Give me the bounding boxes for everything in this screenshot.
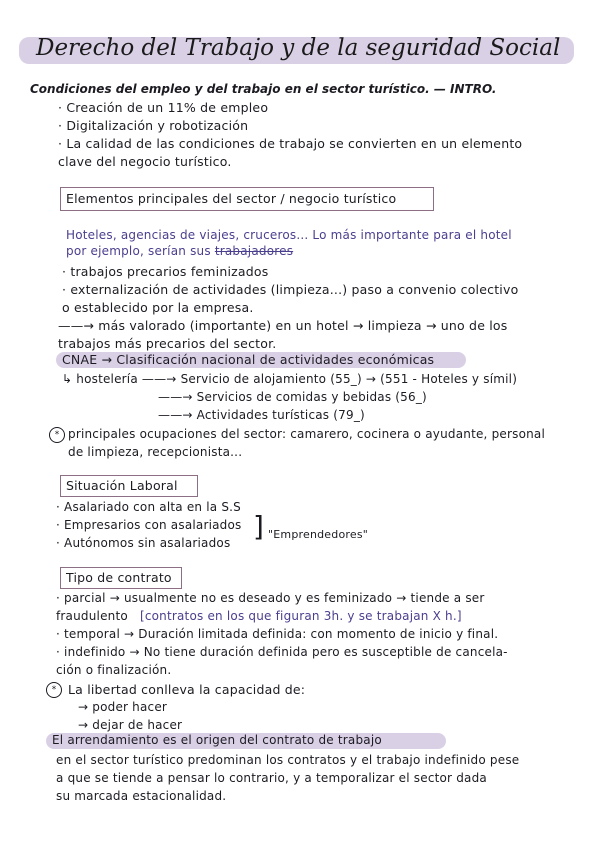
work-line: · trabajos precarios feminizados [62, 264, 269, 279]
work-line: o establecido por la empresa. [62, 300, 254, 315]
closing-line: su marcada estacionalidad. [56, 789, 227, 803]
cnae-line: ——→ Actividades turísticas (79_) [158, 408, 365, 422]
contrato-bracket-note: [contratos en los que figuran 3h. y se trabajan X h.] [139, 609, 462, 623]
intro-bullet: clave del negocio turístico. [58, 154, 232, 169]
cnae-acronym: CNAE [62, 352, 98, 367]
cnae-label [62, 352, 434, 367]
work-line: · externalización de actividades (limpieza...) paso a convenio colectivo [62, 282, 519, 297]
purple-note-line: Hoteles, agencias de viajes, cruceros... Lo más importante para el hotel [66, 228, 512, 242]
libertad-sub: → poder hacer [78, 700, 168, 714]
occupations-line: principales ocupaciones del sector: camarero, cocinera o ayudante, personal [68, 427, 546, 441]
brace-icon: ] [253, 510, 264, 543]
work-line: trabajos más precarios del sector. [58, 336, 277, 351]
contrato-line: · temporal → Duración limitada definida: con momento de inicio y final. [56, 627, 499, 641]
purple-note-line [66, 244, 293, 259]
laboral-line: · Empresarios con asalariados [56, 518, 242, 532]
contrato-line [56, 609, 462, 624]
cnae-line: ↳ hostelería ——→ Servicio de alojamiento (55_) → (551 - Hoteles y símil) [62, 372, 518, 386]
contrato-line: · parcial → usualmente no es deseado y es feminizado → tiende a ser [56, 591, 485, 605]
emprendedores-label: "Emprendedores" [268, 528, 369, 541]
section-title-contrato: Tipo de contrato [66, 570, 172, 585]
asterisk-circle-icon: * [49, 427, 65, 443]
laboral-line: · Autónomos sin asalariados [56, 536, 231, 550]
laboral-line: · Asalariado con alta en la S.S [56, 500, 241, 514]
cnae-line: ——→ Servicios de comidas y bebidas (56_) [158, 390, 427, 404]
struck-word: trabajadores [214, 244, 294, 258]
libertad-sub: → dejar de hacer [78, 718, 183, 732]
intro-heading: Condiciones del empleo y del trabajo en el sector turístico. — INTRO. [30, 82, 497, 96]
section-title-elementos: Elementos principales del sector / negocio turístico [66, 191, 397, 206]
libertad-line: La libertad conlleva la capacidad de: [68, 682, 306, 697]
intro-bullet: · La calidad de las condiciones de trabajo se convierten en un elemento [58, 136, 523, 151]
contrato-line: · indefinido → No tiene duración definida pero es susceptible de cancela- [56, 645, 508, 659]
arrendamiento-line: El arrendamiento es el origen del contrato de trabajo [52, 733, 382, 747]
intro-bullet: · Digitalización y robotización [58, 118, 249, 133]
intro-bullet: · Creación de un 11% de empleo [58, 100, 269, 115]
contrato-line: ción o finalización. [56, 663, 172, 677]
section-title-situacion: Situación Laboral [66, 478, 178, 493]
closing-line: en el sector turístico predominan los contratos y el trabajo indefinido pese [56, 753, 520, 767]
work-line: ——→ más valorado (importante) en un hotel → limpieza → uno de los [58, 318, 508, 333]
occupations-line: de limpieza, recepcionista... [68, 445, 243, 459]
page-title: Derecho del Trabajo y de la seguridad Social [36, 35, 561, 61]
asterisk-circle-icon: * [46, 682, 62, 698]
cnae-definition: → Clasificación nacional de actividades económicas [101, 352, 435, 367]
closing-line: a que se tiende a pensar lo contrario, y a temporalizar el sector dada [56, 771, 487, 785]
purple-note-text: por ejemplo, serían sus [66, 244, 211, 258]
contrato-text: fraudulento [56, 609, 128, 623]
